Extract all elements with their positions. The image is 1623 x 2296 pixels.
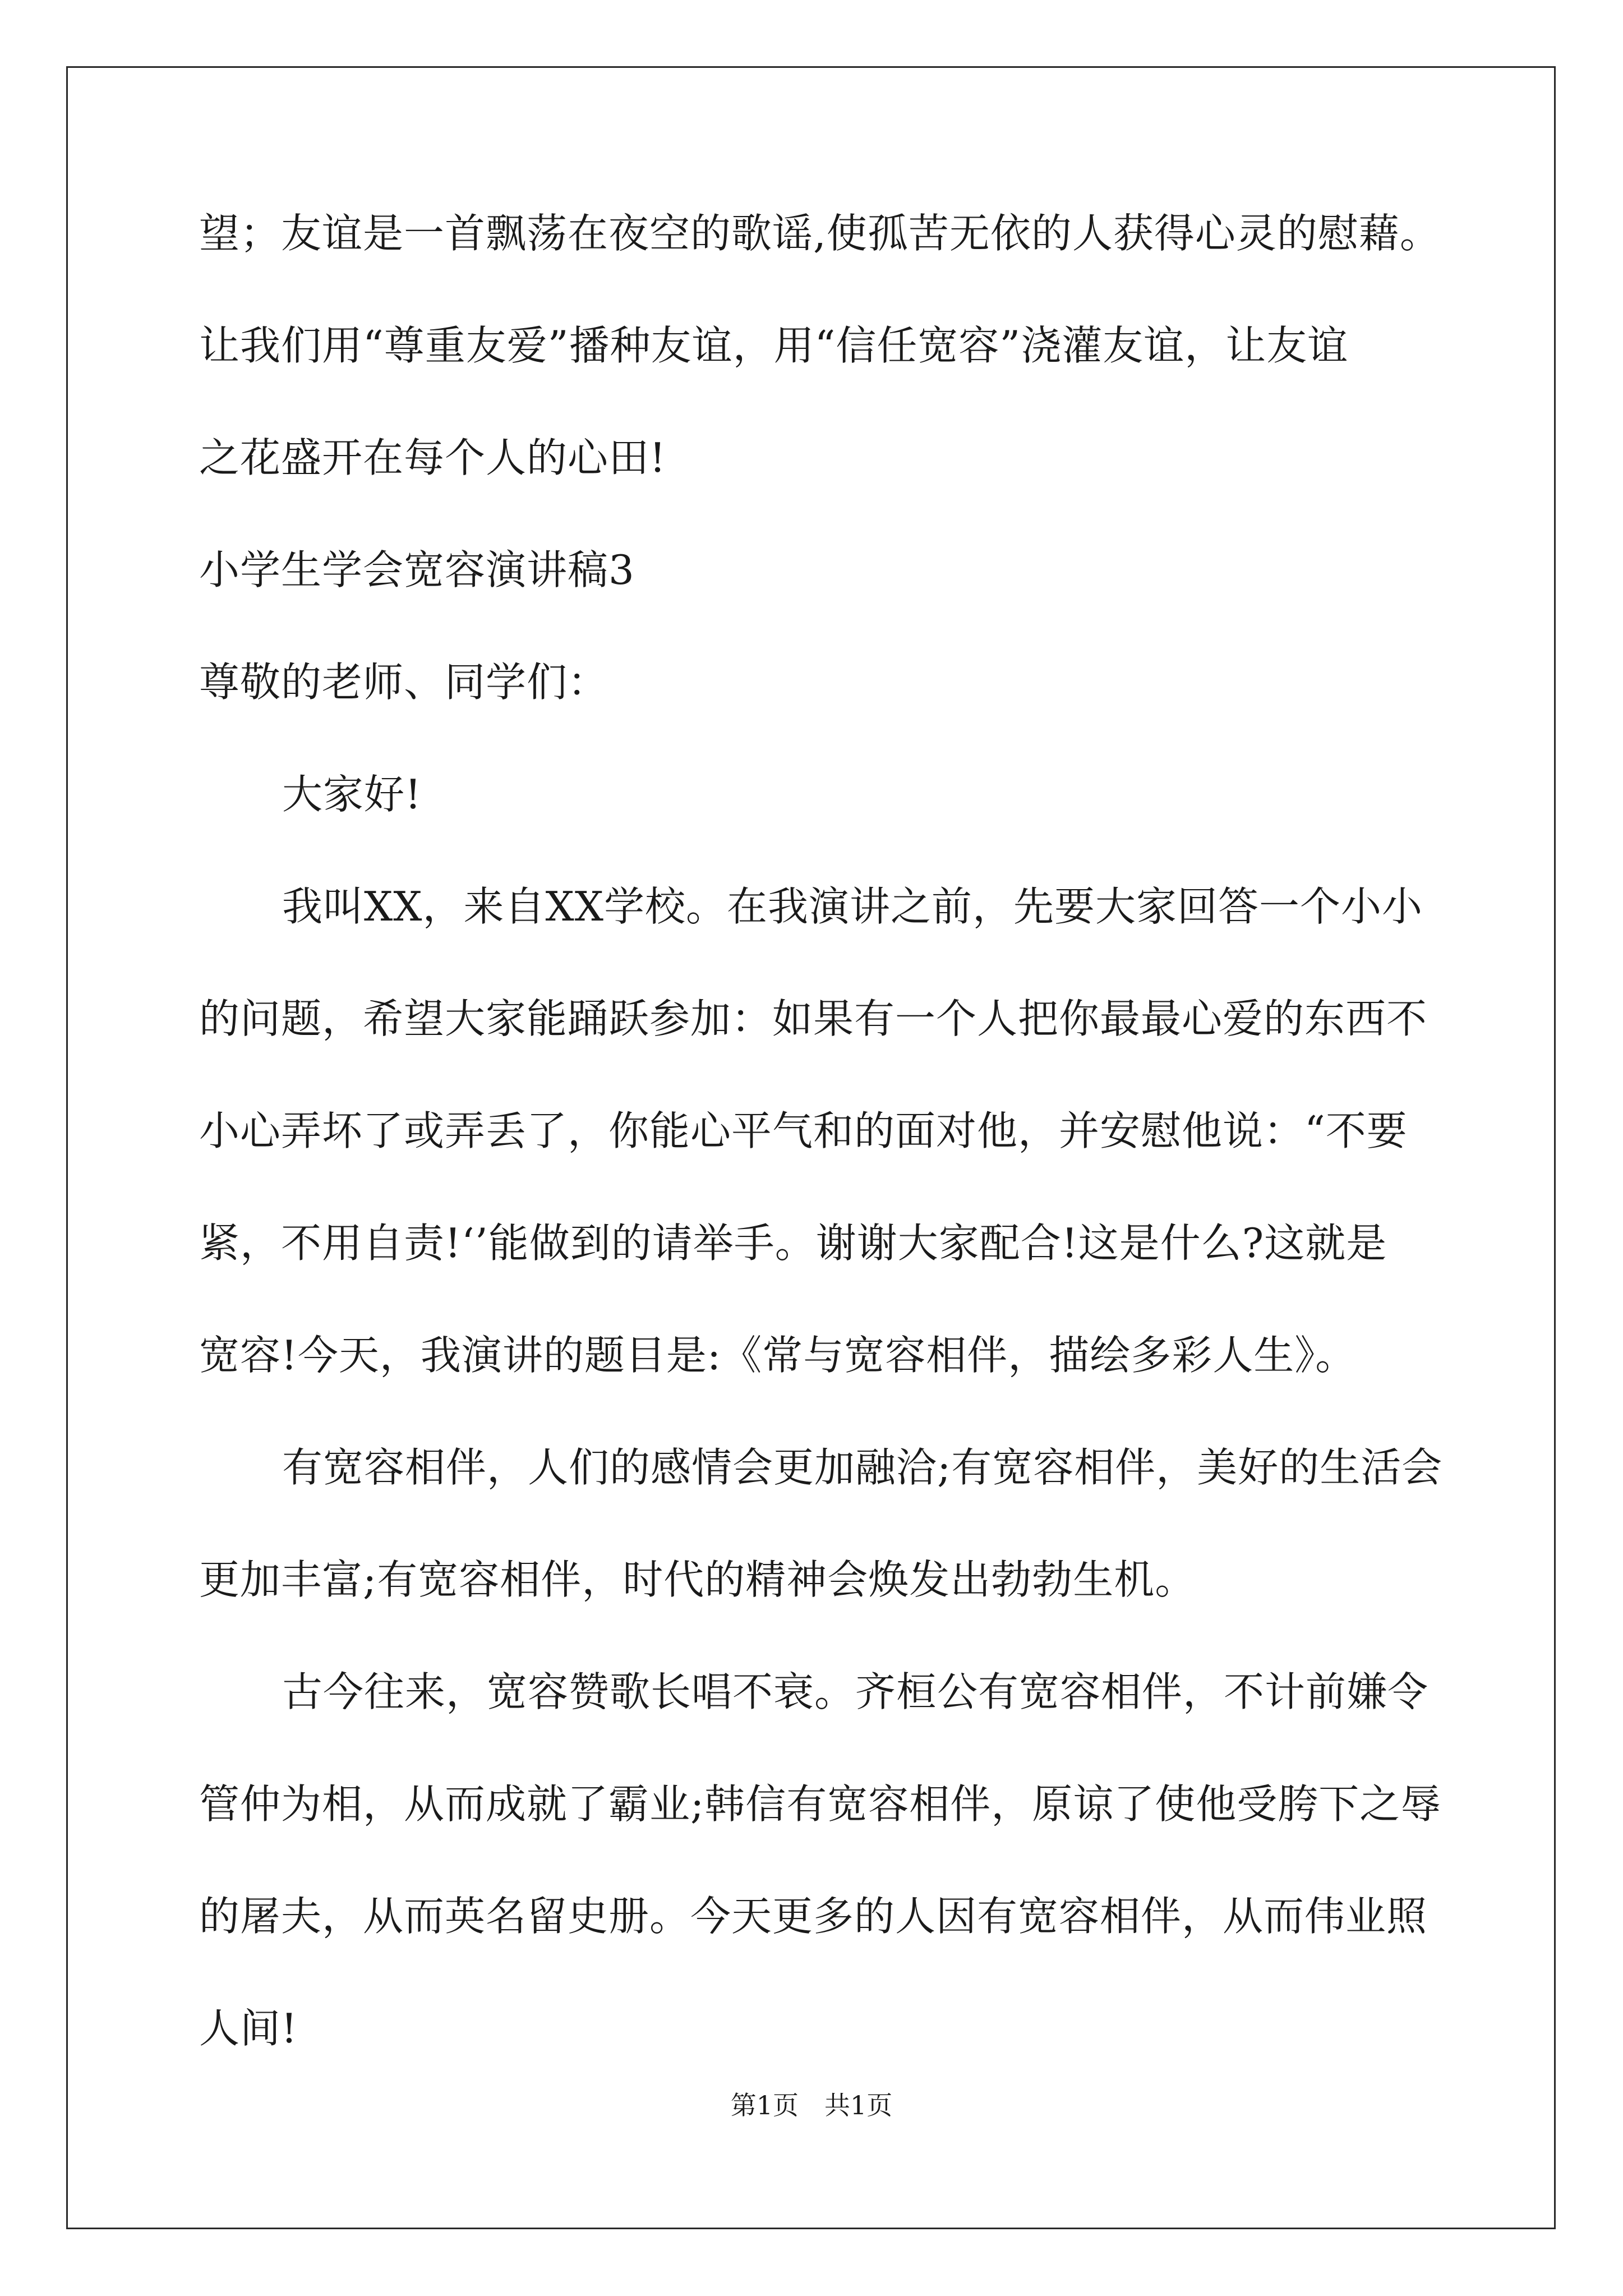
salutation: 尊敬的老师、同学们： — [199, 659, 609, 706]
paragraph-line: 小心弄坏了或弄丢了，你能心平气和的面对他，并安慰他说：“不要 — [199, 1107, 1408, 1154]
paragraph-line: 管仲为相，从而成就了霸业;韩信有宽容相伴，原谅了使他受胯下之辱 — [199, 1780, 1442, 1828]
paragraph-line: 更加丰富;有宽容相伴，时代的精神会焕发出勃勃生机。 — [199, 1556, 1196, 1603]
paragraph-line: 古今往来，宽容赞歌长唱不衰。齐桓公有宽容相伴，不计前嫌令 — [282, 1668, 1429, 1715]
paragraph-line: 的问题，希望大家能踊跃参加：如果有一个人把你最最心爱的东西不 — [199, 995, 1428, 1042]
paragraph-line: 我叫XX，来自XX学校。在我演讲之前，先要大家回答一个小小 — [282, 883, 1423, 930]
paragraph-line: 望；友谊是一首飘荡在夜空的歌谣,使孤苦无依的人获得心灵的慰藉。 — [199, 210, 1441, 257]
paragraph-line: 人间! — [199, 2005, 298, 2052]
section-title: 小学生学会宽容演讲稿3 — [199, 546, 635, 593]
paragraph-line: 宽容!今天，我演讲的题目是:《常与宽容相伴，描绘多彩人生》。 — [199, 1332, 1357, 1379]
paragraph-line: 有宽容相伴，人们的感情会更加融洽;有宽容相伴，美好的生活会 — [282, 1444, 1443, 1491]
paragraph-line: 让我们用“尊重友爱”播种友谊，用“信任宽容”浇灌友谊，让友谊 — [199, 322, 1349, 369]
page-number-footer: 第1页 共1页 — [730, 2090, 893, 2120]
paragraph-line: 的屠夫，从而英名留史册。今天更多的人因有宽容相伴，从而伟业照 — [199, 1893, 1428, 1940]
greeting: 大家好! — [282, 771, 422, 818]
paragraph-line: 之花盛开在每个人的心田! — [199, 434, 666, 481]
paragraph-line: 紧，不用自责!‘’能做到的请举手。谢谢大家配合!这是什么?这就是 — [199, 1220, 1387, 1267]
